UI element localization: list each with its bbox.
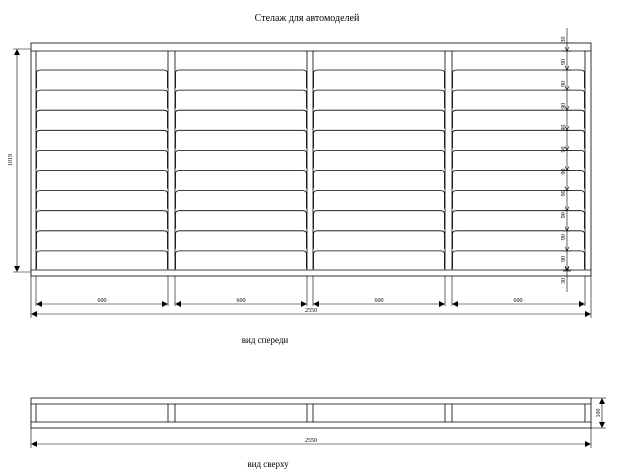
section-width-label-1: 600 [97, 298, 107, 304]
front-frame-outer [31, 43, 591, 276]
shelf-r6-c1 [37, 171, 168, 189]
shelf-r9-c1 [37, 231, 168, 249]
pitch-dim-label-2: 90 [561, 58, 567, 65]
top-depth-label: 100 [596, 408, 602, 418]
shelf-r3-c1 [37, 110, 168, 128]
shelf-r2-c1 [37, 90, 168, 108]
shelf-r4-c3 [314, 130, 445, 148]
top-view [31, 398, 591, 428]
shelf-r2-c3 [314, 90, 445, 108]
shelf-pitch-dimensions [561, 28, 571, 292]
pitch-dim-label-12: 30 [561, 278, 567, 284]
shelf-r10-c2 [176, 251, 307, 269]
shelf-r6-c3 [314, 171, 445, 189]
pitch-dim-label-10: 90 [561, 234, 567, 241]
shelf-r8-c3 [314, 211, 445, 229]
pitch-dim-label-7: 90 [561, 168, 567, 175]
shelf-r5-c3 [314, 150, 445, 168]
pitch-dim-label-8: 90 [561, 190, 567, 197]
shelf-rows [37, 70, 585, 269]
front-view-caption: вид спереди [241, 335, 289, 345]
shelf-r10-c3 [314, 251, 445, 269]
shelf-r1-c1 [37, 70, 168, 88]
shelf-r4-c4 [453, 130, 585, 148]
section-width-label-2: 600 [236, 298, 246, 304]
section-width-dimensions [36, 276, 585, 306]
pitch-dim-label-5: 90 [561, 124, 567, 131]
pitch-dim-label-4: 90 [561, 102, 567, 109]
shelf-r9-c3 [314, 231, 445, 249]
pitch-dim-label-6: 90 [561, 146, 567, 153]
shelf-r8-c1 [37, 211, 168, 229]
shelf-r2-c2 [176, 90, 307, 108]
front-width-label: 2550 [305, 308, 317, 314]
shelf-r8-c2 [176, 211, 307, 229]
pitch-dim-label-3: 90 [561, 80, 567, 87]
section-width-label-4: 600 [513, 298, 523, 304]
section-width-label-3: 600 [374, 298, 384, 304]
pitch-dim-label-9: 90 [561, 212, 567, 219]
shelf-r3-c3 [314, 110, 445, 128]
shelf-r4-c1 [37, 130, 168, 148]
shelf-r7-c3 [314, 191, 445, 209]
shelf-r5-c2 [176, 150, 307, 168]
front-posts [36, 51, 585, 270]
pitch-dim-label-1: 30 [561, 36, 567, 43]
shelf-r10-c1 [37, 251, 168, 269]
shelf-r5-c1 [37, 150, 168, 168]
shelf-r1-c3 [314, 70, 445, 88]
shelf-r7-c1 [37, 191, 168, 209]
top-frame-outer [31, 398, 591, 428]
pitch-dim-label-11: 90 [561, 256, 567, 263]
shelf-r1-c2 [176, 70, 307, 88]
shelf-r7-c2 [176, 191, 307, 209]
drawing-title: Стелаж для автомоделей [254, 13, 360, 24]
shelf-r9-c2 [176, 231, 307, 249]
height-label: 1019 [8, 154, 14, 166]
shelf-r4-c2 [176, 130, 307, 148]
shelf-r6-c2 [176, 171, 307, 189]
shelf-r3-c2 [176, 110, 307, 128]
top-width-label: 2550 [305, 438, 317, 444]
top-view-caption: вид сверху [247, 459, 289, 469]
height-dimension [13, 49, 31, 272]
front-view [31, 43, 591, 276]
